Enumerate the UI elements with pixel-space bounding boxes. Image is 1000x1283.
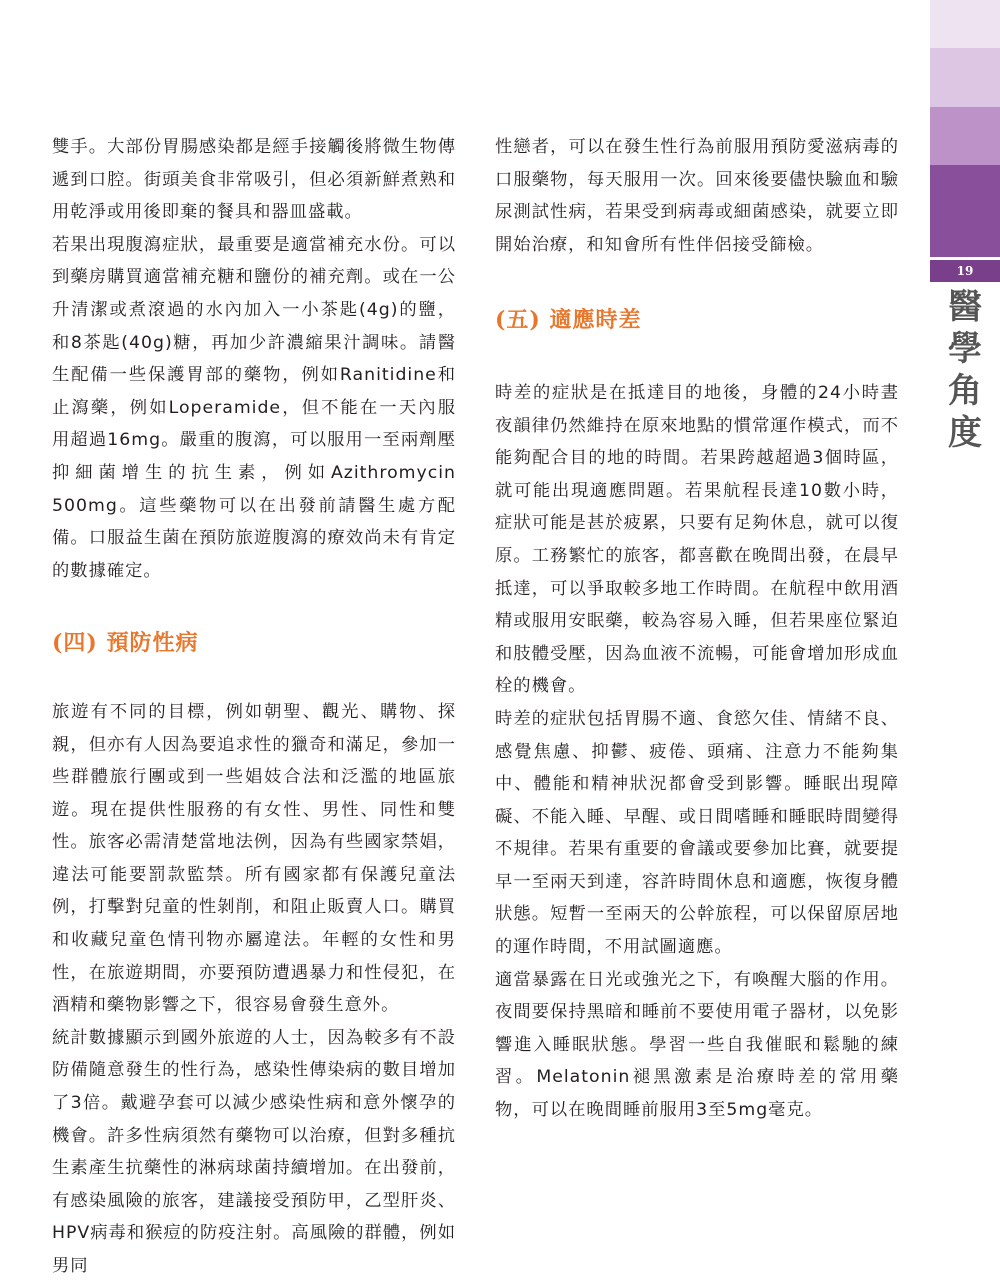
section-title-char: 學 (948, 329, 982, 369)
section-heading-jet-lag: (五) 適應時差 (495, 307, 642, 334)
paragraph: 雙手。大部份胃腸感染都是經手接觸後將微生物傳遞到口腔。街頭美食非常吸引，但必須新鮮煮熟和用乾淨或用後即棄的餐具和器皿盛載。 (52, 137, 456, 223)
paragraph: 適當暴露在日光或強光之下，有喚醒大腦的作用。夜間要保持黑暗和睡前不要使用電子器材，以免影響進入睡眠狀態。學習一些自我催眠和鬆馳的練習。Melatonin褪黑激素是治療時差的常用藥物，可以在晚間睡前服用3至5mg毫克。 (495, 969, 899, 1121)
section-title-char: 度 (948, 413, 982, 453)
right-column (495, 131, 899, 1127)
section-title-char: 醫 (948, 287, 982, 327)
section-title-vertical (930, 286, 1000, 454)
paragraph: 性戀者，可以在發生性行為前服用預防愛滋病毒的口服藥物，每天服用一次。回來後要儘快驗血和驗尿測試性病，若果受到病毒或細菌感染，就要立即開始治療，和知會所有性伴侶接受篩檢。 (495, 137, 899, 255)
paragraph: 時差的症狀是在抵達目的地後，身體的24小時晝夜韻律仍然維持在原來地點的慣常運作模式，而不能夠配合目的地的時間。若果跨越超過3個時區，就可能出現適應問題。若果航程長達10數小時，症狀可能是甚於疲累，只要有足夠休息，就可以復原。工務繁忙的旅客，都喜歡在晚間出發，在晨早抵達，可以爭取較多地工作時間。在航程中飲用酒精或服用安眠藥，較為容易入睡，但若果座位緊迫和肢體受壓，因為血液不流暢，可能會增加形成血栓的機會。 (495, 382, 899, 697)
page-number: 19 (930, 260, 1000, 282)
color-tab (930, 107, 1000, 165)
left-column (52, 131, 456, 1283)
color-tab (930, 0, 1000, 48)
paragraph: 若果出現腹瀉症狀，最重要是適當補充水份。可以到藥房購買適當補充糖和鹽份的補充劑。或在一公升清潔或煮滾過的水內加入一小茶匙(4g)的鹽，和8茶匙(40g)糖，再加少許濃縮果汁調味。請醫生配備一些保護胃部的藥物，例如Ranitidine和止瀉藥，例如Loperamide，但不能在一天內服用超過16mg。嚴重的腹瀉，可以服用一至兩劑壓抑細菌增生的抗生素，例如Azithromycin 500mg。這些藥物可以在出發前請醫生處方配備。口服益生菌在預防旅遊腹瀉的療效尚未有肯定的數據確定。 (52, 234, 456, 581)
paragraph: 時差的症狀包括胃腸不適、食慾欠佳、情緒不良、感覺焦慮、抑鬱、疲倦、頭痛、注意力不能夠集中、體能和精神狀況都會受到影響。睡眠出現障礙、不能入睡、早醒、或日間嗜睡和睡眠時間變得不規律。若果有重要的會議或要參加比賽，就要提早一至兩天到達，容許時間休息和適應，恢復身體狀態。短暫一至兩天的公幹旅程，可以保留原居地的運作時間，不用試圖適應。 (495, 708, 899, 958)
paragraph: 統計數據顯示到國外旅遊的人士，因為較多有不設防備隨意發生的性行為，感染性傳染病的數目增加了3倍。戴避孕套可以減少感染性病和意外懷孕的機會。許多性病須然有藥物可以治療，但對多種抗生素產生抗藥性的淋病球菌持續增加。在出發前，有感染風險的旅客，建議接受預防甲，乙型肝炎、HPV病毒和猴痘的防疫注射。高風險的群體，例如男同 (52, 1027, 456, 1276)
paragraph: 旅遊有不同的目標，例如朝聖、觀光、購物、探親，但亦有人因為要追求性的獵奇和滿足，參加一些群體旅行團或到一些娼妓合法和泛濫的地區旅遊。現在提供性服務的有女性、男性、同性和雙性。旅客必需清楚當地法例，因為有些國家禁娼，違法可能要罰款監禁。所有國家都有保護兒童法例，打擊對兒童的性剝削，和阻止販賣人口。購買和收藏兒童色情刊物亦屬違法。年輕的女性和男性，在旅遊期間，亦要預防遭遇暴力和性侵犯，在酒精和藥物影響之下，很容易會發生意外。 (52, 701, 456, 1016)
color-tab-active (930, 165, 1000, 257)
section-title-char: 角 (948, 371, 982, 411)
side-tab-bar (930, 0, 1000, 1275)
color-tab (930, 48, 1000, 107)
section-heading-std-prevention: (四) 預防性病 (52, 630, 199, 657)
